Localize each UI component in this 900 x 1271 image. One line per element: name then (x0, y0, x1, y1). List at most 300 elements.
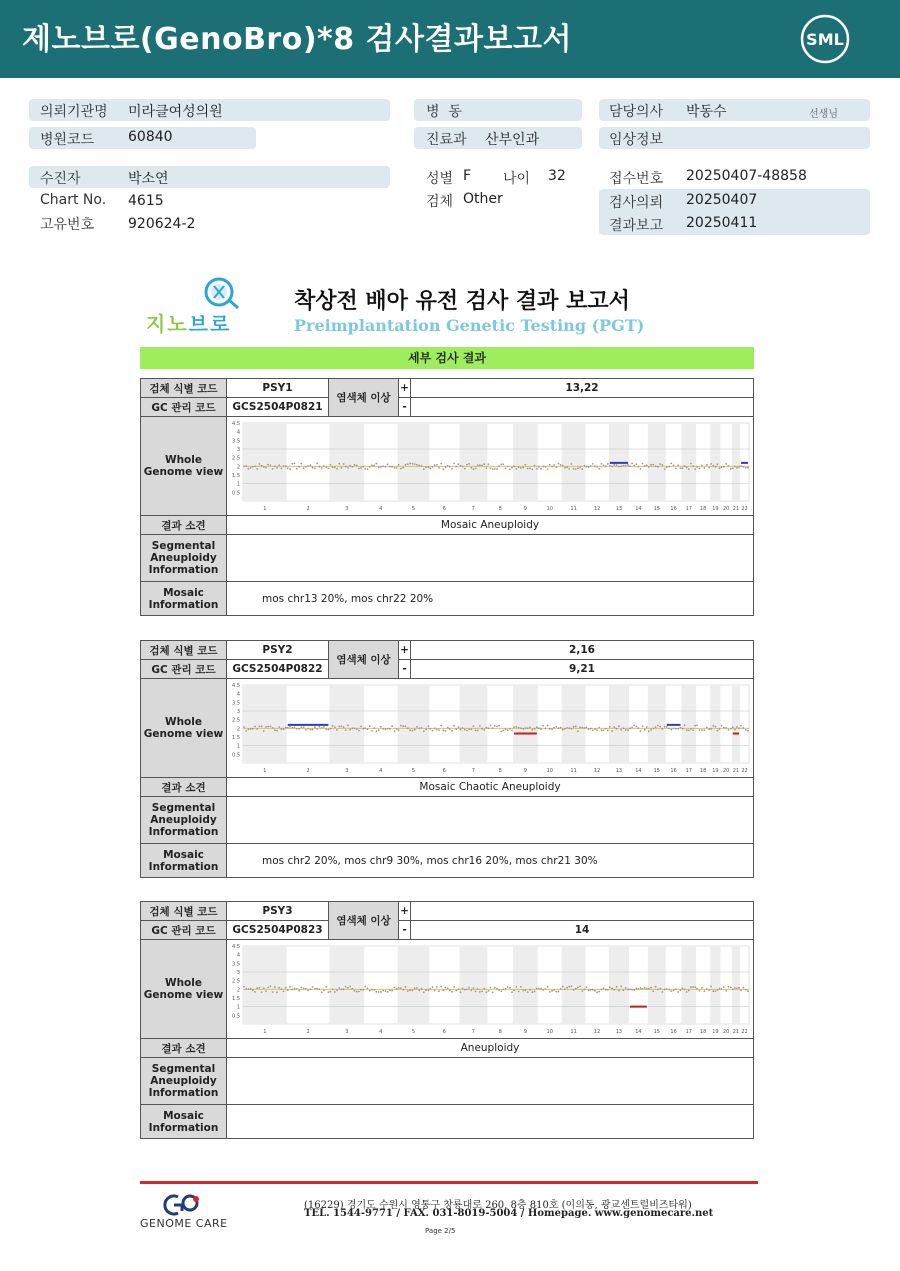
copy-number-point (319, 466, 321, 468)
copy-number-point (261, 726, 263, 728)
chromosome-band (609, 685, 629, 763)
copy-number-point (385, 466, 387, 468)
copy-number-point (378, 467, 380, 469)
copy-number-point (394, 467, 396, 469)
copy-number-point (646, 465, 648, 467)
copy-number-point (316, 463, 318, 465)
copy-number-point (245, 988, 247, 990)
copy-number-point (391, 990, 393, 992)
copy-number-point (725, 990, 727, 992)
copy-number-point (684, 465, 686, 467)
chromosome-band (398, 946, 430, 1024)
copy-number-point (648, 730, 650, 732)
copy-number-point (592, 729, 594, 731)
copy-number-point (270, 725, 272, 727)
copy-number-point (692, 986, 694, 988)
copy-number-point (341, 989, 343, 991)
copy-number-point (560, 464, 562, 466)
x-tick-label: 11 (570, 506, 577, 512)
dept-label: 진료과 (426, 132, 467, 148)
chromosome-band (243, 685, 287, 763)
copy-number-point (655, 986, 657, 988)
copy-number-point (256, 987, 258, 989)
copy-number-point (558, 463, 560, 465)
copy-number-point (631, 989, 633, 991)
x-tick-label: 5 (411, 768, 416, 774)
copy-number-point (618, 990, 620, 992)
result-label: 결과 소견 (141, 1039, 227, 1058)
copy-number-point (529, 468, 531, 470)
copy-number-point (598, 727, 600, 729)
copy-number-point (534, 991, 536, 993)
copy-number-point (515, 468, 517, 470)
copy-number-point (623, 465, 625, 467)
copy-number-point (712, 990, 714, 992)
copy-number-point (560, 988, 562, 990)
chromosome-band (710, 423, 720, 501)
copy-number-point (620, 465, 622, 467)
copy-number-point (369, 725, 371, 727)
copy-number-point (250, 728, 252, 730)
copy-number-point (428, 990, 430, 992)
copy-number-point (425, 467, 427, 469)
copy-number-point (310, 729, 312, 731)
copy-number-point (296, 988, 298, 990)
copy-number-point (730, 468, 732, 470)
chromosome-band (459, 685, 487, 763)
copy-number-point (736, 467, 738, 469)
copy-number-point (540, 988, 542, 990)
copy-number-point (414, 729, 416, 731)
copy-number-point (371, 989, 373, 991)
copy-number-point (440, 725, 442, 727)
copy-number-point (547, 468, 549, 470)
x-tick-label: 1 (263, 768, 267, 774)
copy-number-point (717, 989, 719, 991)
copy-number-point (338, 987, 340, 989)
copy-number-point (398, 464, 400, 466)
chrom-abnormal-label: 염색체 이상 (329, 902, 399, 940)
copy-number-point (243, 466, 245, 468)
copy-number-point (586, 727, 588, 729)
copy-number-point (274, 986, 276, 988)
copy-number-point (460, 729, 462, 731)
copy-number-point (536, 726, 538, 728)
sample-code-label: 검체 식별 코드 (141, 902, 227, 921)
copy-number-point (416, 464, 418, 466)
copy-number-point (659, 463, 661, 465)
copy-number-point (278, 987, 280, 989)
copy-number-point (555, 466, 557, 468)
name-row-bg (29, 166, 390, 188)
copy-number-point (492, 468, 494, 470)
copy-number-point (594, 990, 596, 992)
copy-number-point (747, 467, 749, 469)
report-date-label: 결과보고 (609, 218, 664, 234)
copy-number-point (635, 463, 637, 465)
copy-number-point (690, 463, 692, 465)
x-tick-label: 19 (712, 1029, 719, 1035)
x-tick-label: 20 (723, 1029, 730, 1035)
copy-number-point (316, 728, 318, 730)
y-tick-label: 2 (236, 464, 240, 471)
copy-number-point (551, 990, 553, 992)
copy-number-point (688, 468, 690, 470)
copy-number-point (673, 728, 675, 730)
copy-number-point (500, 463, 502, 465)
whole-genome-chart-cell (227, 940, 754, 1039)
copy-number-point (670, 990, 672, 992)
chrom-abnormal-label: 염색체 이상 (329, 641, 399, 679)
copy-number-point (389, 466, 391, 468)
copy-number-point (625, 729, 627, 731)
copy-number-point (300, 463, 302, 465)
specimen-value: Other (463, 191, 503, 207)
x-tick-label: 20 (723, 768, 730, 774)
copy-number-point (369, 990, 371, 992)
copy-number-point (655, 465, 657, 467)
x-tick-label: 1 (263, 506, 267, 512)
copy-number-point (460, 465, 462, 467)
copy-number-point (586, 466, 588, 468)
x-tick-label: 3 (345, 506, 349, 512)
y-tick-label: 0.5 (232, 752, 240, 759)
copy-number-point (684, 724, 686, 726)
x-tick-label: 6 (442, 1029, 446, 1035)
copy-number-point (613, 464, 615, 466)
whole-genome-label: Whole Genome view (141, 417, 227, 516)
copy-number-point (438, 990, 440, 992)
sex-label: 성별 (426, 171, 454, 187)
copy-number-point (584, 727, 586, 729)
copy-number-point (673, 990, 675, 992)
copy-number-point (629, 465, 631, 467)
plus-value (411, 902, 754, 921)
copy-number-point (423, 991, 425, 993)
clinical-label: 임상정보 (609, 132, 664, 148)
copy-number-point (642, 463, 644, 465)
copy-number-point (664, 989, 666, 991)
chart-no-value: 4615 (128, 193, 164, 209)
copy-number-point (256, 728, 258, 730)
x-tick-label: 21 (732, 506, 740, 512)
copy-number-point (518, 466, 520, 468)
mosaic-label: Mosaic Information (141, 582, 227, 616)
genome-care-name: GENOME CARE (140, 1217, 228, 1230)
copy-number-point (511, 730, 513, 732)
copy-number-point (490, 725, 492, 727)
gc-code-value: GCS2504P0821 (227, 398, 329, 417)
copy-number-point (592, 989, 594, 991)
copy-number-point (498, 725, 500, 727)
copy-number-point (566, 987, 568, 989)
copy-number-point (677, 991, 679, 993)
copy-number-point (601, 729, 603, 731)
request-label: 검사의뢰 (609, 195, 664, 211)
copy-number-point (436, 464, 438, 466)
copy-number-point (527, 727, 529, 729)
copy-number-point (562, 729, 564, 731)
copy-number-point (536, 468, 538, 470)
copy-number-point (577, 730, 579, 732)
chromosome-band (648, 685, 666, 763)
copy-number-point (387, 728, 389, 730)
copy-number-point (451, 730, 453, 732)
copy-number-point (511, 991, 513, 993)
copy-number-point (715, 990, 717, 992)
copy-number-point (443, 989, 445, 991)
copy-number-point (483, 463, 485, 465)
copy-number-point (300, 726, 302, 728)
copy-number-point (500, 731, 502, 733)
chromosome-band (648, 423, 666, 501)
copy-number-point (640, 468, 642, 470)
copy-number-point (351, 727, 353, 729)
mosaic-label: Mosaic Information (141, 844, 227, 878)
copy-number-point (477, 464, 479, 466)
copy-number-point (263, 466, 265, 468)
x-tick-label: 17 (685, 768, 692, 774)
copy-number-point (538, 988, 540, 990)
copy-number-point (481, 991, 483, 993)
plus-label: + (399, 902, 411, 921)
copy-number-point (616, 986, 618, 988)
plot-area (243, 423, 749, 501)
copy-number-point (560, 727, 562, 729)
copy-number-point (445, 730, 447, 732)
copy-number-point (387, 991, 389, 993)
copy-number-point (462, 466, 464, 468)
y-tick-label: 1.5 (232, 473, 240, 479)
copy-number-point (745, 989, 747, 991)
copy-number-point (666, 726, 668, 728)
copy-number-point (542, 466, 544, 468)
copy-number-point (285, 727, 287, 729)
chromosome-band (682, 423, 697, 501)
copy-number-point (407, 463, 409, 465)
copy-number-point (531, 991, 533, 993)
copy-number-point (298, 990, 300, 992)
doctor-label: 담당의사 (609, 104, 664, 120)
sample-code-value: PSY2 (227, 641, 329, 660)
copy-number-point (462, 727, 464, 729)
copy-number-point (694, 468, 696, 470)
pgt-title-korean: 착상전 배아 유전 검사 결과 보고서 (294, 289, 630, 314)
copy-number-point (529, 727, 531, 729)
x-tick-label: 10 (546, 768, 553, 774)
copy-number-point (581, 990, 583, 992)
x-tick-label: 18 (699, 1029, 707, 1035)
copy-number-point (719, 988, 721, 990)
copy-number-point (412, 730, 414, 732)
copy-number-point (553, 989, 555, 991)
chromosome-band (609, 946, 629, 1024)
copy-number-point (652, 728, 654, 730)
copy-number-point (625, 987, 627, 989)
x-tick-label: 4 (379, 768, 383, 774)
sample-table-1 (140, 378, 754, 616)
copy-number-point (549, 991, 551, 993)
copy-number-point (449, 466, 451, 468)
copy-number-point (418, 465, 420, 467)
segmental-value (227, 797, 754, 844)
copy-number-point (438, 467, 440, 469)
y-tick-label: 4.5 (232, 683, 240, 689)
copy-number-point (588, 990, 590, 992)
copy-number-point (625, 465, 627, 467)
copy-number-point (538, 466, 540, 468)
copy-number-point (579, 985, 581, 987)
copy-number-point (298, 466, 300, 468)
x-tick-label: 16 (670, 506, 677, 512)
sample-table-2 (140, 640, 754, 878)
copy-number-point (699, 729, 701, 731)
mosaic-value: mos chr13 20%, mos chr22 20% (227, 582, 754, 616)
copy-number-point (447, 727, 449, 729)
copy-number-point (562, 465, 564, 467)
copy-number-point (494, 468, 496, 470)
copy-number-point (734, 987, 736, 989)
copy-number-point (256, 468, 258, 470)
copy-number-point (558, 727, 560, 729)
segmental-label: Segmental Aneuploidy Information (141, 1058, 227, 1105)
copy-number-point (481, 465, 483, 467)
copy-number-point (328, 991, 330, 993)
copy-number-point (538, 727, 540, 729)
copy-number-point (345, 986, 347, 988)
copy-number-point (436, 729, 438, 731)
copy-number-point (690, 728, 692, 730)
copy-number-point (402, 467, 404, 469)
copy-number-point (272, 991, 274, 993)
copy-number-point (696, 466, 698, 468)
whole-genome-chart (227, 679, 753, 777)
copy-number-point (670, 729, 672, 731)
sml-logo-icon (800, 14, 850, 64)
copy-number-point (728, 986, 730, 988)
copy-number-point (712, 725, 714, 727)
copy-number-point (555, 726, 557, 728)
copy-number-point (391, 466, 393, 468)
copy-number-point (270, 465, 272, 467)
x-tick-label: 19 (712, 506, 719, 512)
copy-number-point (545, 466, 547, 468)
copy-number-point (575, 988, 577, 990)
copy-number-point (642, 988, 644, 990)
copy-number-point (278, 464, 280, 466)
dept-value: 산부인과 (485, 132, 540, 148)
x-tick-label: 4 (379, 1029, 383, 1035)
copy-number-point (564, 728, 566, 730)
copy-number-point (455, 728, 457, 730)
copy-number-point (265, 726, 267, 728)
x-tick-label: 22 (741, 1029, 748, 1035)
copy-number-point (547, 725, 549, 727)
copy-number-point (407, 990, 409, 992)
copy-number-point (323, 465, 325, 467)
copy-number-point (303, 726, 305, 728)
copy-number-point (473, 725, 475, 727)
copy-number-point (577, 987, 579, 989)
copy-number-point (690, 986, 692, 988)
unique-id-label: 고유번호 (40, 217, 95, 233)
whole-genome-chart (227, 940, 753, 1038)
copy-number-point (668, 466, 670, 468)
copy-number-point (418, 989, 420, 991)
copy-number-point (385, 729, 387, 731)
result-value: Aneuploidy (227, 1039, 754, 1058)
copy-number-point (494, 725, 496, 727)
copy-number-point (321, 467, 323, 469)
copy-number-point (305, 988, 307, 990)
y-tick-label: 4 (236, 952, 240, 959)
copy-number-point (382, 728, 384, 730)
receipt-label: 접수번호 (609, 171, 664, 187)
copy-number-point (732, 468, 734, 470)
copy-number-point (425, 728, 427, 730)
copy-number-point (590, 989, 592, 991)
chromosome-band (710, 946, 720, 1024)
copy-number-point (421, 465, 423, 467)
copy-number-point (613, 989, 615, 991)
copy-number-point (551, 466, 553, 468)
gc-code-label: GC 관리 코드 (141, 398, 227, 417)
copy-number-point (644, 465, 646, 467)
copy-number-point (725, 463, 727, 465)
copy-number-point (592, 463, 594, 465)
copy-number-point (518, 727, 520, 729)
copy-number-point (627, 729, 629, 731)
copy-number-point (319, 726, 321, 728)
copy-number-point (584, 465, 586, 467)
copy-number-point (276, 730, 278, 732)
copy-number-point (652, 990, 654, 992)
y-tick-label: 3.5 (232, 700, 240, 707)
mosaic-label: Mosaic Information (141, 1105, 227, 1139)
copy-number-point (659, 726, 661, 728)
mosaic-value (227, 1105, 754, 1139)
copy-number-point (638, 466, 640, 468)
copy-number-point (505, 468, 507, 470)
copy-number-point (536, 988, 538, 990)
y-tick-label: 2.5 (232, 978, 240, 985)
copy-number-point (347, 467, 349, 469)
copy-number-point (509, 987, 511, 989)
copy-number-point (343, 988, 345, 990)
y-tick-label: 3 (236, 970, 240, 976)
pgt-title-english: Preimplantation Genetic Testing (PGT) (294, 316, 645, 335)
copy-number-point (573, 726, 575, 728)
copy-number-point (577, 467, 579, 469)
copy-number-point (708, 728, 710, 730)
copy-number-point (503, 463, 505, 465)
copy-number-point (684, 989, 686, 991)
copy-number-point (263, 987, 265, 989)
copy-number-point (706, 988, 708, 990)
copy-number-point (436, 986, 438, 988)
copy-number-point (364, 727, 366, 729)
copy-number-point (389, 728, 391, 730)
copy-number-point (719, 728, 721, 730)
copy-number-point (734, 466, 736, 468)
copy-number-point (655, 726, 657, 728)
copy-number-point (312, 729, 314, 731)
copy-number-point (466, 464, 468, 466)
copy-number-point (531, 729, 533, 731)
x-tick-label: 13 (615, 1029, 623, 1035)
copy-number-point (503, 730, 505, 732)
copy-number-point (356, 728, 358, 730)
